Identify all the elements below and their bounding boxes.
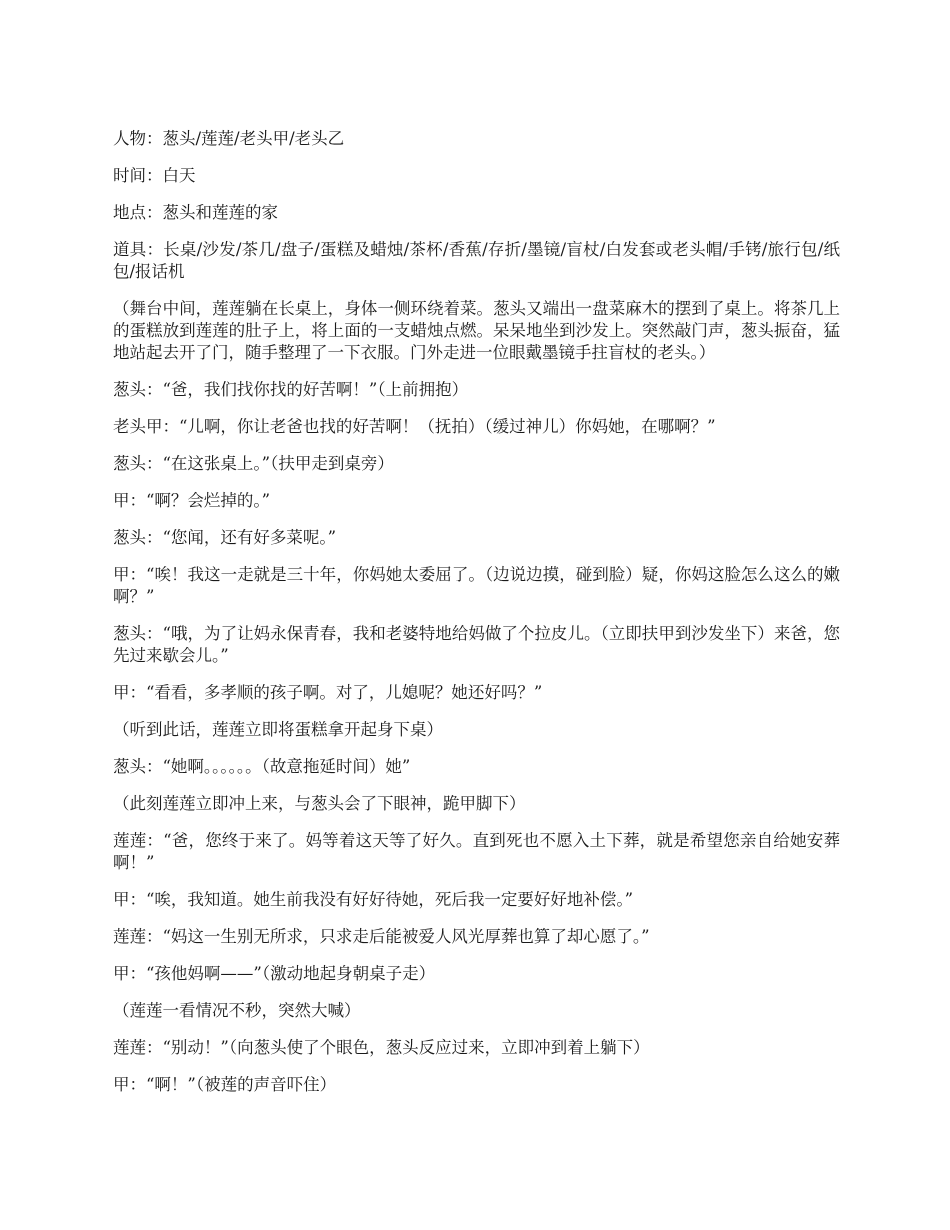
characters-line: 人物：葱头/莲莲/老头甲/老头乙 [113,129,345,148]
stage-direction: （莲莲一看情况不秒，突然大喊） [113,1001,361,1020]
dialogue-line: 甲：“唉，我知道。她生前我没有好好待她，死后我一定要好好地补偿。” [113,890,634,909]
stage-direction: （听到此话，莲莲立即将蛋糕拿开起身下桌） [113,720,443,739]
dialogue-line: 甲：“啊！”（被莲的声音吓住） [113,1075,337,1094]
dialogue-line: 莲莲：“妈这一生别无所求，只求走后能被爱人风光厚葬也算了却心愿了。” [113,927,650,946]
dialogue-line: 葱头：“爸，我们找你找的好苦啊！”（上前拥抱） [113,380,469,399]
dialogue-line: 甲：“看看，多孝顺的孩子啊。对了，儿媳呢？她还好吗？” [113,683,543,702]
stage-direction: （舞台中间，莲莲躺在长桌上，身体一侧环绕着菜。葱头又端出一盘菜麻木的摆到了桌上。将茶几上的蛋糕放到莲莲的肚子上，将上面的一支蜡烛点燃。呆呆地坐到沙发上。突然敲门声，葱头振奋，猛地站起去开了门，随手整理了一下衣服。门外走进一位眼戴墨镜手拄盲杖的老头。） [113,299,840,362]
dialogue-line: 葱头：“您闻，还有好多菜呢。” [113,528,337,547]
location-line: 地点：葱头和莲莲的家 [113,203,278,222]
dialogue-line: 葱头：“哦，为了让妈永保青春，我和老婆特地给妈做了个拉皮儿。（立即扶甲到沙发坐下）来爸，您先过来歇会儿。” [113,624,840,665]
document-body [113,128,840,1111]
dialogue-line: 甲：“唉！我这一走就是三十年，你妈她太委屈了。（边说边摸，碰到脸）疑，你妈这脸怎么这么的嫩啊？” [113,565,840,606]
time-line: 时间：白天 [113,166,196,185]
dialogue-line: 甲：“孩他妈啊——”（激动地起身朝桌子走） [113,964,436,983]
stage-direction: （此刻莲莲立即冲上来，与葱头会了下眼神，跪甲脚下） [113,794,526,813]
dialogue-line: 甲：“啊？会烂掉的。” [113,491,271,510]
dialogue-line: 葱头：“她啊。。。。。。（故意拖延时间）她” [113,757,411,776]
dialogue-line: 老头甲：“儿啊，你让老爸也找的好苦啊！（抚拍）（缓过神儿）你妈她，在哪啊？” [113,417,716,436]
dialogue-line: 莲莲：“别动！”（向葱头使了个眼色，葱头反应过来，立即冲到着上躺下） [113,1038,650,1057]
props-line: 道具：长桌/沙发/茶几/盘子/蛋糕及蜡烛/茶杯/香蕉/存折/墨镜/盲杖/白发套或老头帽/手铐/旅行包/纸包/报话机 [113,240,840,281]
dialogue-line: 葱头：“在这张桌上。”（扶甲走到桌旁） [113,454,394,473]
dialogue-line: 莲莲：“爸，您终于来了。妈等着这天等了好久。直到死也不愿入土下葬，就是希望您亲自给她安葬啊！” [113,831,840,872]
